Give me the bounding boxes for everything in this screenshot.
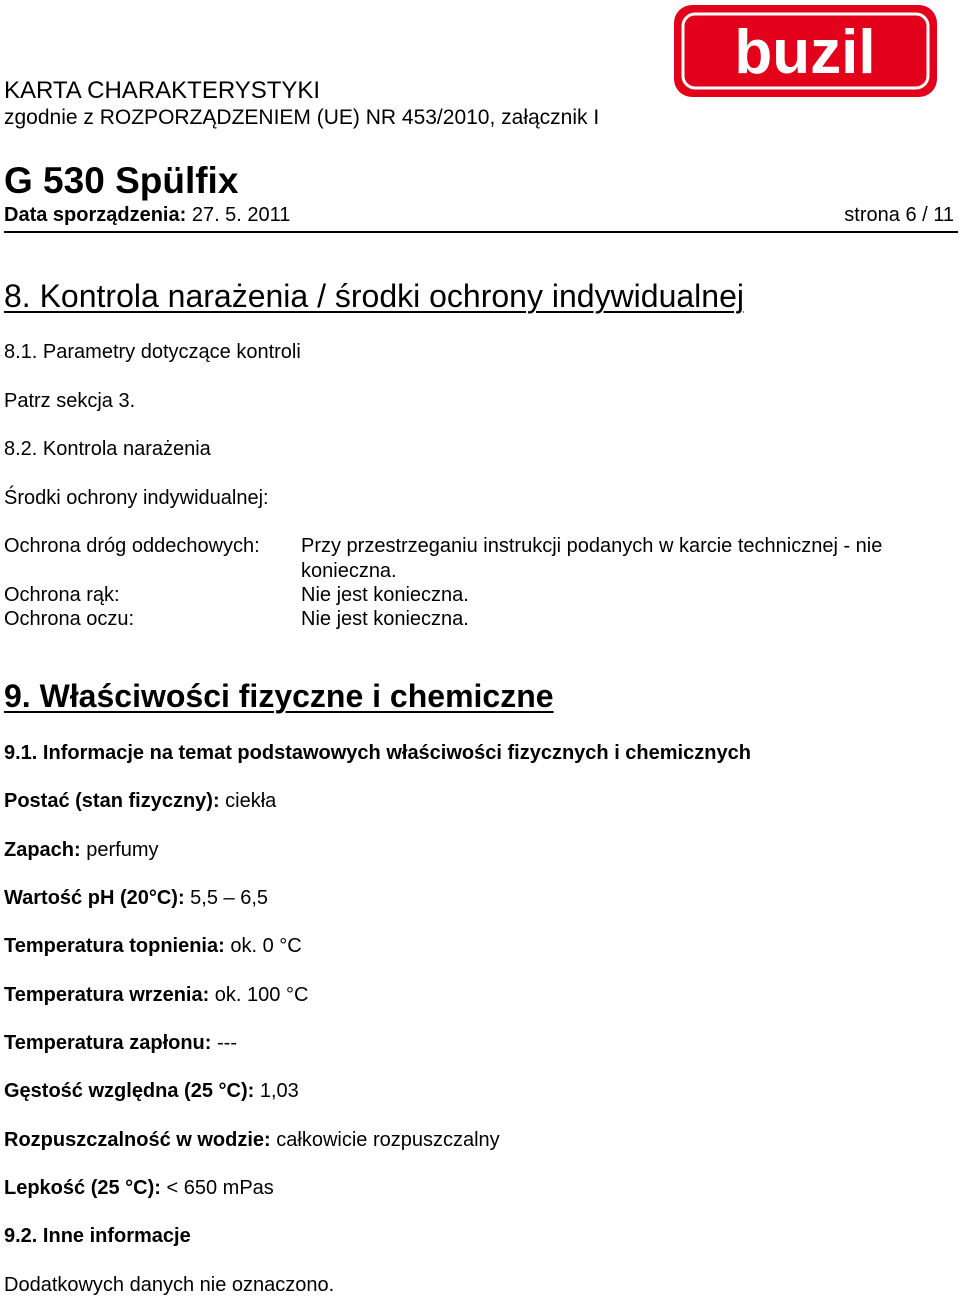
respiratory-protection-label: Ochrona dróg oddechowych: (4, 535, 260, 557)
property-water-solubility (4, 1129, 500, 1152)
property-key: Lepkość (25 °C): (4, 1177, 161, 1199)
property-key: Temperatura topnienia: (4, 935, 225, 957)
section-9-heading: 9. Właściwości fizyczne i chemiczne (4, 678, 554, 714)
property-value: perfumy (80, 839, 159, 861)
page-number: strona 6 / 11 (844, 204, 954, 226)
respiratory-protection-value-line2: konieczna. (301, 560, 397, 582)
property-key: Temperatura wrzenia: (4, 984, 210, 1006)
section-9-2-text: Dodatkowych danych nie oznaczono. (4, 1274, 335, 1296)
property-key: Rozpuszczalność w wodzie: (4, 1129, 271, 1151)
logo-wordmark: buzil (734, 18, 876, 87)
property-value: całkowicie rozpuszczalny (270, 1129, 500, 1151)
property-ph (4, 887, 268, 910)
section-8-1-text: Patrz sekcja 3. (4, 390, 136, 412)
date-value: 27. 5. 2011 (186, 204, 291, 226)
property-key: Wartość pH (20°C): (4, 887, 185, 909)
property-melting-point (4, 935, 302, 958)
section-9-1-title: 9.1. Informacje na temat podstawowych właściwości fizycznych i chemicznych (4, 742, 751, 764)
regulation-reference: zgodnie z ROZPORZĄDZENIEM (UE) NR 453/2010, załącznik I (4, 106, 600, 129)
date-label: Data sporządzenia: (4, 204, 187, 226)
section-8-heading: 8. Kontrola narażenia / środki ochrony indywidualnej (4, 278, 744, 314)
property-odour (4, 839, 159, 862)
property-boiling-point (4, 984, 308, 1007)
property-value: 1,03 (254, 1080, 299, 1102)
property-physical-state (4, 790, 276, 813)
property-value: < 650 mPas (160, 1177, 274, 1199)
eye-protection-label: Ochrona oczu: (4, 608, 135, 630)
property-viscosity (4, 1177, 274, 1200)
property-value: ok. 0 °C (224, 935, 302, 957)
buzil-logo (671, 2, 940, 100)
property-value: --- (211, 1032, 237, 1054)
property-flash-point (4, 1032, 237, 1055)
ppe-label: Środki ochrony indywidualnej: (4, 487, 269, 509)
property-relative-density (4, 1080, 299, 1103)
section-8-2-title: 8.2. Kontrola narażenia (4, 438, 211, 460)
section-8-1-title: 8.1. Parametry dotyczące kontroli (4, 341, 301, 363)
respiratory-protection-value-line1: Przy przestrzeganiu instrukcji podanych w karcie technicznej - nie (301, 535, 883, 557)
property-key: Zapach: (4, 839, 81, 861)
eye-protection-value: Nie jest konieczna. (301, 608, 469, 630)
date-bar (4, 204, 958, 233)
property-value: ciekła (219, 790, 277, 812)
hand-protection-label: Ochrona rąk: (4, 584, 120, 606)
property-key: Temperatura zapłonu: (4, 1032, 212, 1054)
hand-protection-value: Nie jest konieczna. (301, 584, 469, 606)
property-key: Postać (stan fizyczny): (4, 790, 220, 812)
property-value: 5,5 – 6,5 (184, 887, 269, 909)
property-value: ok. 100 °C (209, 984, 309, 1006)
section-9-2-title: 9.2. Inne informacje (4, 1225, 191, 1247)
document-title: KARTA CHARAKTERYSTYKI (4, 77, 321, 104)
product-name: G 530 Spülfix (4, 160, 239, 201)
property-key: Gęstość względna (25 °C): (4, 1080, 255, 1102)
